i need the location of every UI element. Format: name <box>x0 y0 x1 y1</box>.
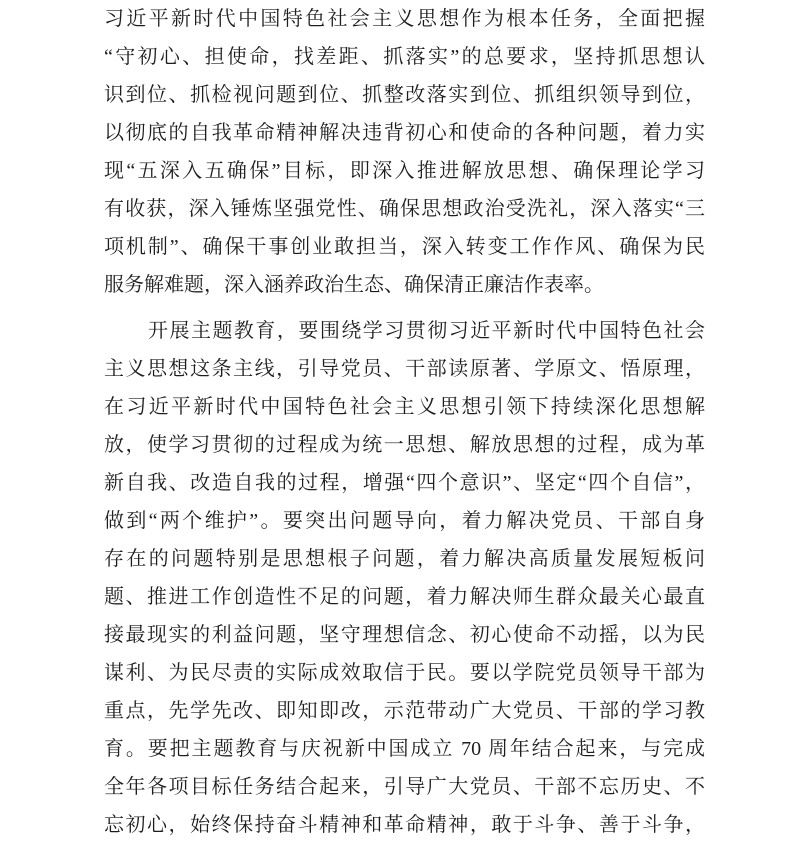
text-line: “守初心、担使命，找差距、抓落实”的总要求，坚持抓思想认 <box>104 46 705 68</box>
text-line: 忘初心，始终保持奋斗精神和革命精神，敢于斗争、善于斗争， <box>104 814 705 836</box>
paragraph-1 <box>104 0 705 304</box>
text-line: 重点，先学先改、即知即改，示范带动广大党员、干部的学习教 <box>104 700 705 722</box>
text-line: 主义思想这条主线，引导党员、干部读原著、学原文、悟原理， <box>104 358 705 380</box>
text-line: 现“五深入五确保”目标，即深入推进解放思想、确保理论学习 <box>104 160 705 182</box>
paragraph-2 <box>104 312 705 844</box>
text-line: 习近平新时代中国特色社会主义思想作为根本任务，全面把握 <box>104 8 705 30</box>
text-line: 新自我、改造自我的过程，增强“四个意识”、坚定“四个自信”， <box>104 472 705 494</box>
text-line: 育。要把主题教育与庆祝新中国成立 70 周年结合起来，与完成 <box>104 738 705 760</box>
text-line: 全年各项目标任务结合起来，引导广大党员、干部不忘历史、不 <box>104 776 705 798</box>
text-line: 谋利、为民尽责的实际成效取信于民。要以学院党员领导干部为 <box>104 662 705 684</box>
text-line: 开展主题教育，要围绕学习贯彻习近平新时代中国特色社会 <box>148 320 705 342</box>
text-line: 接最现实的利益问题，坚守理想信念、初心使命不动摇，以为民 <box>104 624 705 646</box>
text-line: 项机制”、确保干事创业敢担当，深入转变工作作风、确保为民 <box>104 236 705 258</box>
text-line: 在习近平新时代中国特色社会主义思想引领下持续深化思想解 <box>104 396 705 418</box>
text-line: 识到位、抓检视问题到位、抓整改落实到位、抓组织领导到位， <box>104 84 705 106</box>
document-body <box>104 0 705 844</box>
text-line: 放，使学习贯彻的过程成为统一思想、解放思想的过程，成为革 <box>104 434 705 456</box>
text-line: 以彻底的自我革命精神解决违背初心和使命的各种问题，着力实 <box>104 122 705 144</box>
text-line: 服务解难题，深入涵养政治生态、确保清正廉洁作表率。 <box>104 274 604 296</box>
text-line: 存在的问题特别是思想根子问题，着力解决高质量发展短板问 <box>104 548 705 570</box>
text-line: 有收获，深入锤炼坚强党性、确保思想政治受洗礼，深入落实“三 <box>104 198 705 220</box>
text-line: 做到“两个维护”。要突出问题导向，着力解决党员、干部自身 <box>104 510 705 532</box>
text-line: 题、推进工作创造性不足的问题，着力解决师生群众最关心最直 <box>104 586 705 608</box>
